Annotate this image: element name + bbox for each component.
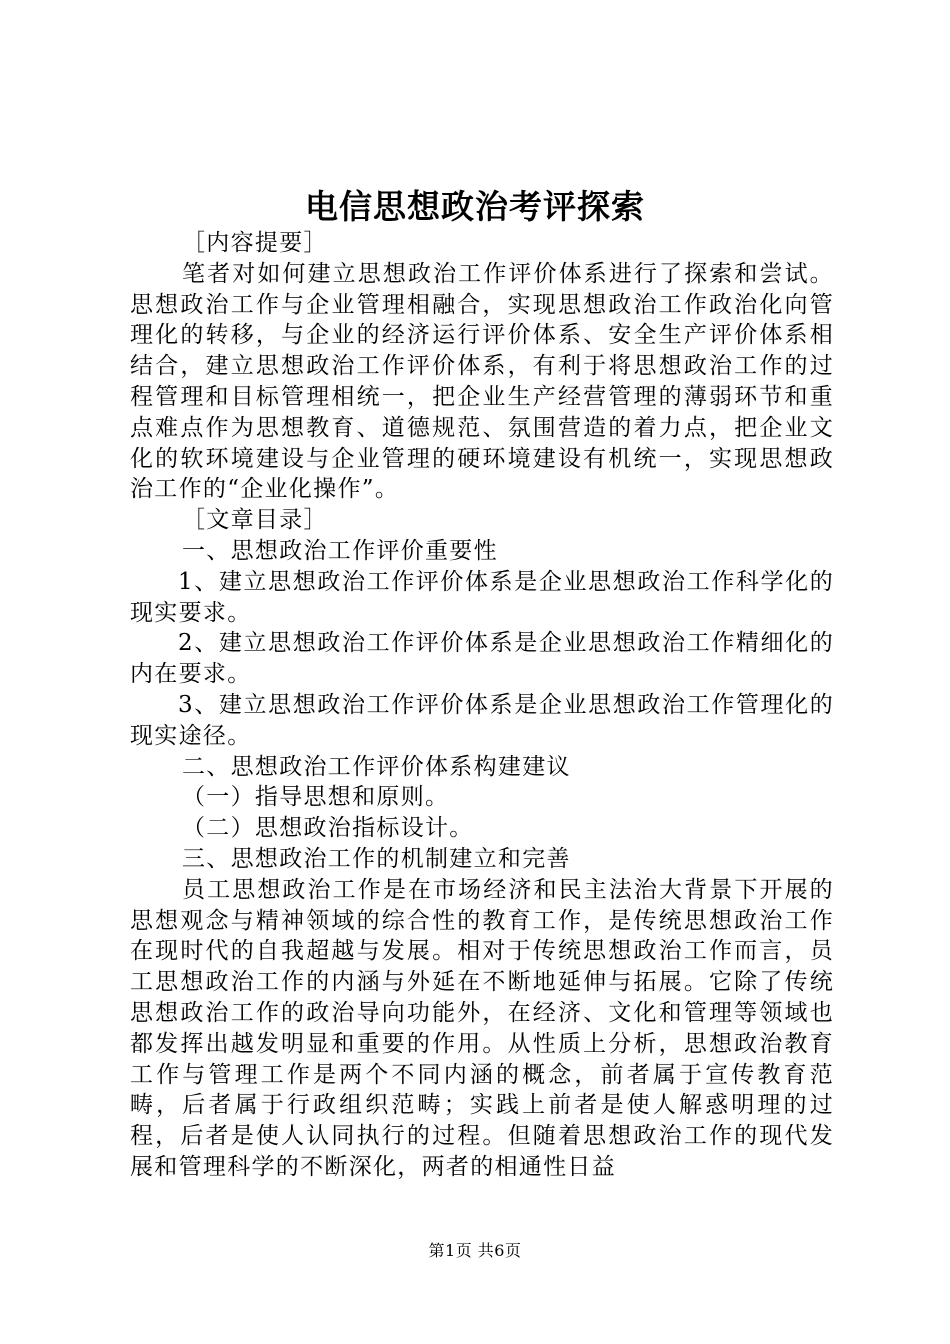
section-label-summary: ［内容提要］ bbox=[182, 230, 328, 256]
toc-item-2-2: （二）思想政治指标设计。 bbox=[182, 815, 474, 842]
document-title: 电信思想政治考评探索 bbox=[305, 187, 645, 226]
toc-heading-1: 一、思想政治工作评价重要性 bbox=[182, 537, 498, 564]
toc-heading-2: 二、思想政治工作评价体系构建建议 bbox=[182, 753, 571, 780]
toc-item-2-1: （一）指导思想和原则。 bbox=[182, 784, 450, 811]
toc-item-1-2: 2、建立思想政治工作评价体系是企业思想政治工作精细化的内在要求。 bbox=[130, 630, 834, 688]
document-body bbox=[130, 228, 834, 1183]
toc-item-1-3: 3、建立思想政治工作评价体系是企业思想政治工作管理化的现实途径。 bbox=[130, 691, 834, 749]
page-footer: 第1页 共6页 bbox=[428, 1241, 522, 1260]
toc-item-1-1: 1、建立思想政治工作评价体系是企业思想政治工作科学化的现实要求。 bbox=[130, 568, 834, 626]
body-paragraph: 员工思想政治工作是在市场经济和民主法治大背景下开展的思想观念与精神领域的综合性的教育工作，是传统思想政治工作在现时代的自我超越与发展。相对于传统思想政治工作而言，员工思想政治工作的内涵与外延在不断地延伸与拓展。它除了传统思想政治工作的政治导向功能外，在经济、文化和管理等领域也都发挥出越发明显和重要的作用。从性质上分析，思想政治教育工作与管理工作是两个不同内涵的概念，前者属于宣传教育范畴，后者属于行政组织范畴；实践上前者是使人解惑明理的过程，后者是使人认同执行的过程。但随着思想政治工作的现代发展和管理科学的不断深化，两者的相通性日益 bbox=[130, 876, 834, 1180]
section-label-contents: ［文章目录］ bbox=[182, 507, 328, 534]
summary-paragraph: 笔者对如何建立思想政治工作评价体系进行了探索和尝试。思想政治工作与企业管理相融合，实现思想政治工作政治化向管理化的转移，与企业的经济运行评价体系、安全生产评价体系相结合，建立思想政治工作评价体系，有利于将思想政治工作的过程管理和目标管理相统一，把企业生产经营管理的薄弱环节和重点难点作为思想教育、道德规范、氛围营造的着力点，把企业文化的软环境建设与企业管理的硬环境建设有机统一，实现思想政治工作的“企业化操作”。 bbox=[130, 260, 834, 503]
toc-heading-3: 三、思想政治工作的机制建立和完善 bbox=[182, 845, 571, 872]
